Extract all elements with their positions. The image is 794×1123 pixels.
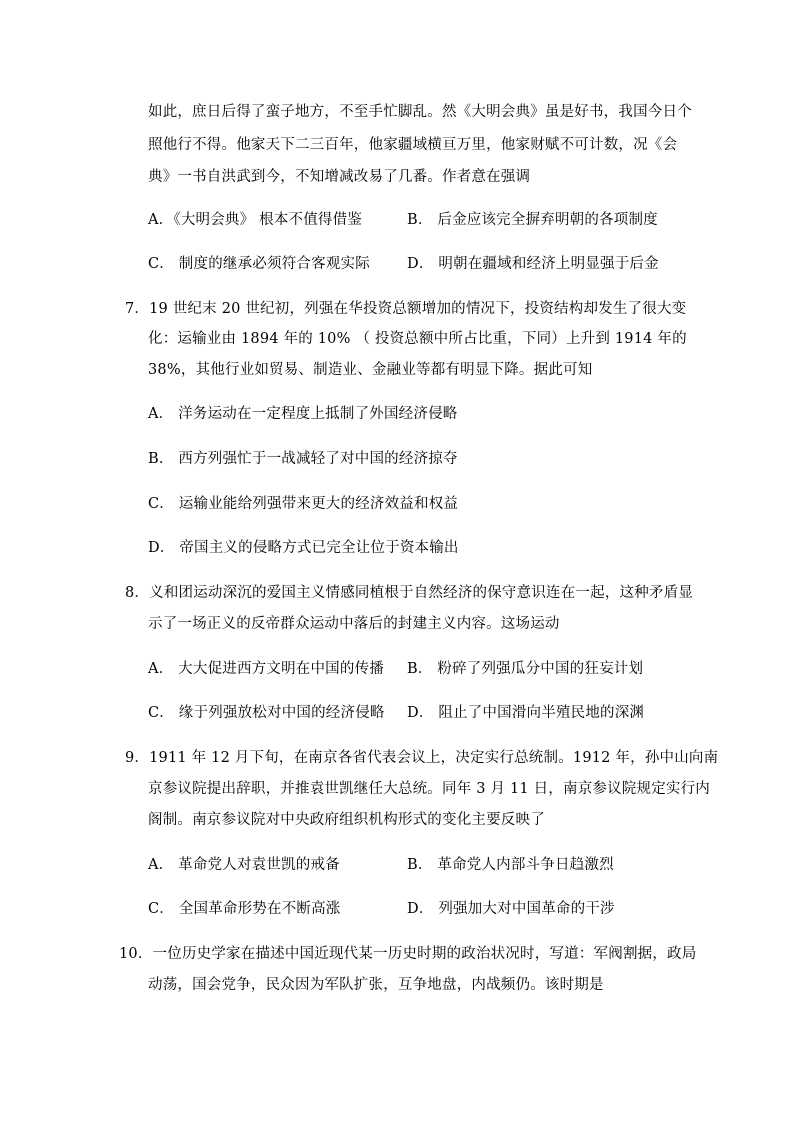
q8-option-d[interactable]: D． 阻止了中国滑向半殖民地的深渊 — [407, 705, 645, 721]
q7-stem-line-1: 7．19 世纪末 20 世纪初，列强在华投资总额增加的情况下，投资结构却发生了很大变 — [125, 301, 687, 317]
q6-option-b[interactable]: B． 后金应该完全摒弃明朝的各项制度 — [407, 212, 658, 228]
q8-stem-line-2: 示了一场正义的反帝群众运动中落后的封建主义内容。这场运动 — [148, 616, 560, 632]
q9-option-a[interactable]: A． 革命党人对袁世凯的戒备 — [148, 857, 340, 873]
q9-option-c[interactable]: C． 全国革命形势在不断高涨 — [148, 901, 341, 917]
q9-option-b[interactable]: B． 革命党人内部斗争日趋激烈 — [407, 857, 614, 873]
q6-stem-line-1: 如此，庶日后得了蛮子地方，不至手忙脚乱。然《大明会典》虽是好书，我国今日个 — [148, 104, 692, 120]
q6-stem-line-2: 照他行不得。他家天下二三百年，他家疆域横亘万里，他家财赋不可计数，况《会 — [148, 137, 678, 153]
q8-option-a[interactable]: A． 大大促进西方文明在中国的传播 — [148, 661, 384, 677]
q9-stem-line-2: 京参议院提出辞职，并推袁世凯继任大总统。同年 3 月 11 日，南京参议院规定实行内 — [148, 781, 711, 797]
q7-option-c[interactable]: C． 运输业能给列强带来更大的经济效益和权益 — [148, 496, 459, 512]
q6-stem-line-3: 典》一书自洪武到今，不知增减改易了几番。作者意在强调 — [148, 169, 531, 185]
q8-option-b[interactable]: B． 粉碎了列强瓜分中国的狂妄计划 — [407, 661, 644, 677]
q6-option-c[interactable]: C． 制度的继承必须符合客观实际 — [148, 256, 370, 272]
q9-option-d[interactable]: D． 列强加大对中国革命的干涉 — [407, 901, 615, 917]
q7-option-b[interactable]: B． 西方列强忙于一战减轻了对中国的经济掠夺 — [148, 451, 458, 467]
q6-option-a[interactable]: A．《大明会典》 根本不值得借鉴 — [148, 212, 363, 228]
q7-option-a[interactable]: A． 洋务运动在一定程度上抵制了外国经济侵略 — [148, 406, 458, 422]
q8-stem-line-1: 8．义和团运动深沉的爱国主义情感同植根于自然经济的保守意识连在一起，这种矛盾显 — [125, 585, 694, 601]
q10-stem-line-2: 动荡，国会党争，民众因为军队扩张，互争地盘，内战频仍。该时期是 — [148, 977, 604, 993]
q6-option-d[interactable]: D． 明朝在疆域和经济上明显强于后金 — [407, 256, 659, 272]
q7-option-d[interactable]: D． 帝国主义的侵略方式已完全让位于资本输出 — [148, 540, 459, 556]
q8-option-c[interactable]: C． 缘于列强放松对中国的经济侵略 — [148, 705, 385, 721]
q7-stem-line-3: 38%，其他行业如贸易、制造业、金融业等都有明显下降。据此可知 — [148, 362, 593, 378]
q9-stem-line-1: 9．1911 年 12 月下旬，在南京各省代表会议上，决定实行总统制。1912 年，孙中山向南 — [125, 750, 719, 766]
q10-stem-line-1: 10．一位历史学家在描述中国近现代某一历史时期的政治状况时，写道：军阀割据，政局 — [119, 946, 697, 962]
q9-stem-line-3: 阁制。南京参议院对中央政府组织机构形式的变化主要反映了 — [148, 812, 545, 828]
q7-stem-line-2: 化：运输业由 1894 年的 10% （ 投资总额中所占比重，下同）上升到 1914 年的 — [148, 331, 687, 347]
